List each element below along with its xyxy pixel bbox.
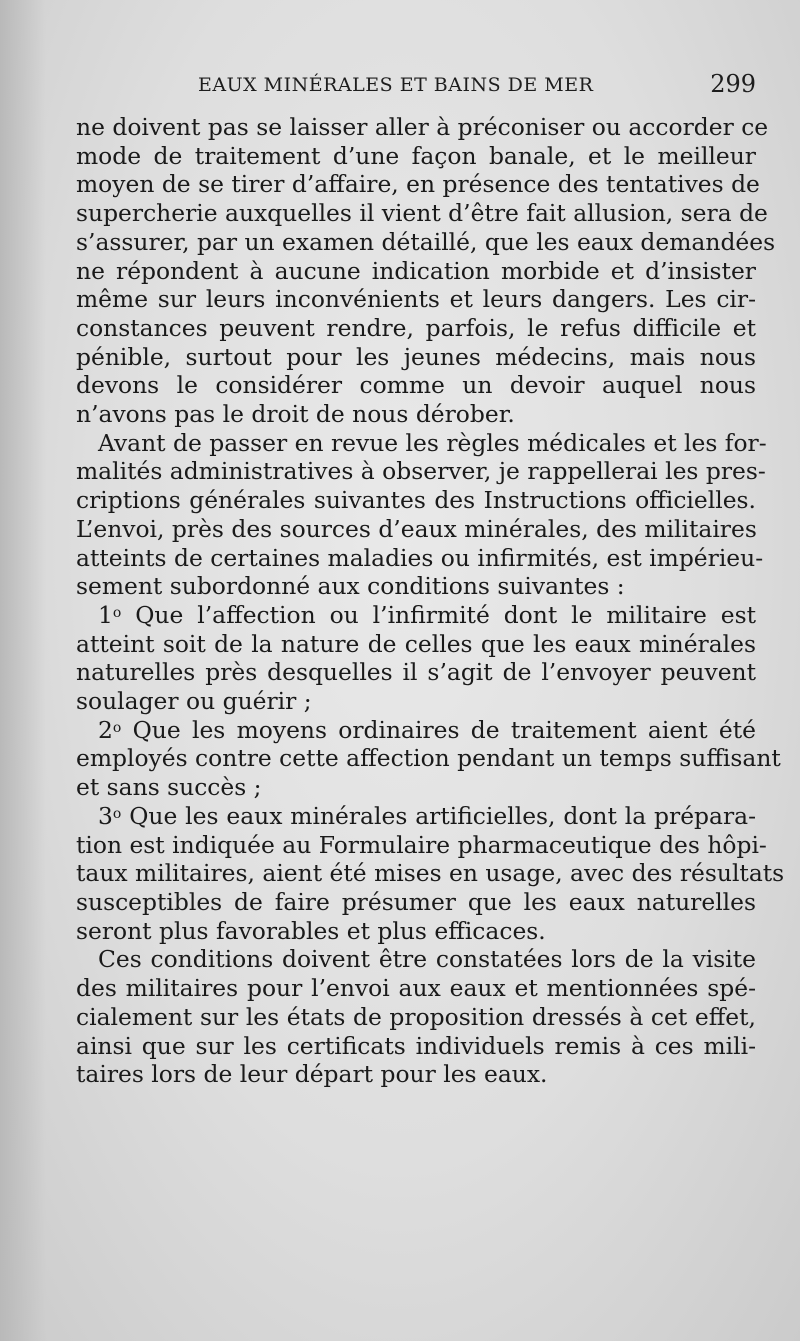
paragraph bbox=[76, 113, 776, 429]
page-number: 299 bbox=[710, 70, 756, 98]
text-line: ne doivent pas se laisser aller à préconiser ou accorder ce bbox=[76, 113, 769, 141]
text-line bbox=[76, 601, 756, 630]
text-line: devons le considérer comme un devoir auquel nous bbox=[76, 371, 756, 400]
text-line: même sur leurs inconvénients et leurs dangers. Les cir- bbox=[76, 285, 756, 314]
numbered-item bbox=[76, 601, 756, 716]
text-line: employés contre cette affection pendant un temps suffisant bbox=[76, 744, 781, 773]
text-line: constances peuvent rendre, parfois, le refus difficile et bbox=[76, 313, 756, 342]
text-line: et sans succès ; bbox=[76, 773, 262, 802]
page-header bbox=[180, 70, 756, 104]
text-line: taires lors de leur départ pour les eaux. bbox=[76, 1060, 548, 1089]
page-gutter-shadow bbox=[0, 0, 46, 1341]
paragraph bbox=[76, 428, 767, 601]
text-line: ne répondent à aucune indication morbide et d’insister bbox=[76, 256, 756, 285]
text-line: moyen de se tirer d’affaire, en présence des tentatives de bbox=[76, 170, 760, 199]
text-line: supercherie auxquelles il vient d’être fait allusion, sera de bbox=[76, 199, 768, 228]
text-line: malités administratives à observer, je rappellerai les pres- bbox=[76, 457, 766, 486]
text-line: Ces conditions doivent être constatées lors de la visite bbox=[98, 945, 756, 974]
item-number: 3 bbox=[98, 801, 113, 830]
text-line: mode de traitement d’une façon banale, et le meilleur bbox=[76, 141, 756, 170]
text-line: s’assurer, par un examen détaillé, que les eaux demandées bbox=[76, 227, 776, 256]
item-number: 1 bbox=[98, 600, 113, 629]
text-line: ainsi que sur les certificats individuels remis à ces mili- bbox=[76, 1031, 756, 1060]
text-line bbox=[76, 716, 756, 745]
text-line: n’avons pas le droit de nous dérober. bbox=[76, 400, 515, 429]
numbered-item bbox=[76, 801, 785, 946]
text-line: susceptibles de faire présumer que les eaux naturelles bbox=[76, 887, 756, 916]
text-line: seront plus favorables et plus efficaces. bbox=[76, 916, 546, 945]
text-line: cialement sur les états de proposition dressés à cet effet, bbox=[76, 1002, 756, 1031]
ordinal-mark: o bbox=[112, 604, 122, 621]
text-line: sement subordonné aux conditions suivantes : bbox=[76, 572, 625, 601]
numbered-item bbox=[76, 715, 781, 802]
item-text: Que l’affection ou l’infirmité dont le militaire est bbox=[121, 600, 756, 629]
text-line: naturelles près desquelles il s’agit de l’envoyer peuvent bbox=[76, 658, 756, 687]
text-line: L’envoi, près des sources d’eaux minérales, des militaires bbox=[76, 514, 757, 543]
item-number: 2 bbox=[98, 715, 113, 744]
item-text: Que les eaux minérales artificielles, dont la prépara- bbox=[121, 801, 756, 830]
text-line: Avant de passer en revue les règles médicales et les for- bbox=[98, 428, 767, 457]
text-line: des militaires pour l’envoi aux eaux et mentionnées spé- bbox=[76, 974, 756, 1003]
text-line: criptions générales suivantes des Instructions officielles. bbox=[76, 486, 756, 515]
ordinal-mark: o bbox=[112, 805, 122, 822]
body-text bbox=[76, 113, 785, 1089]
text-line: tion est indiquée au Formulaire pharmaceutique des hôpi- bbox=[76, 830, 767, 859]
text-line: atteint soit de la nature de celles que les eaux minérales bbox=[76, 629, 756, 658]
ordinal-mark: o bbox=[112, 719, 122, 736]
item-text: Que les moyens ordinaires de traitement aient été bbox=[121, 715, 756, 744]
paragraph bbox=[76, 945, 756, 1089]
text-line: soulager ou guérir ; bbox=[76, 687, 312, 716]
text-line bbox=[76, 802, 756, 831]
text-line: atteints de certaines maladies ou infirmités, est impérieu- bbox=[76, 543, 764, 572]
running-title: EAUX MINÉRALES ET BAINS DE MER bbox=[198, 74, 594, 96]
text-line: taux militaires, aient été mises en usage, avec des résultats bbox=[76, 859, 785, 888]
text-line: pénible, surtout pour les jeunes médecins, mais nous bbox=[76, 342, 756, 371]
